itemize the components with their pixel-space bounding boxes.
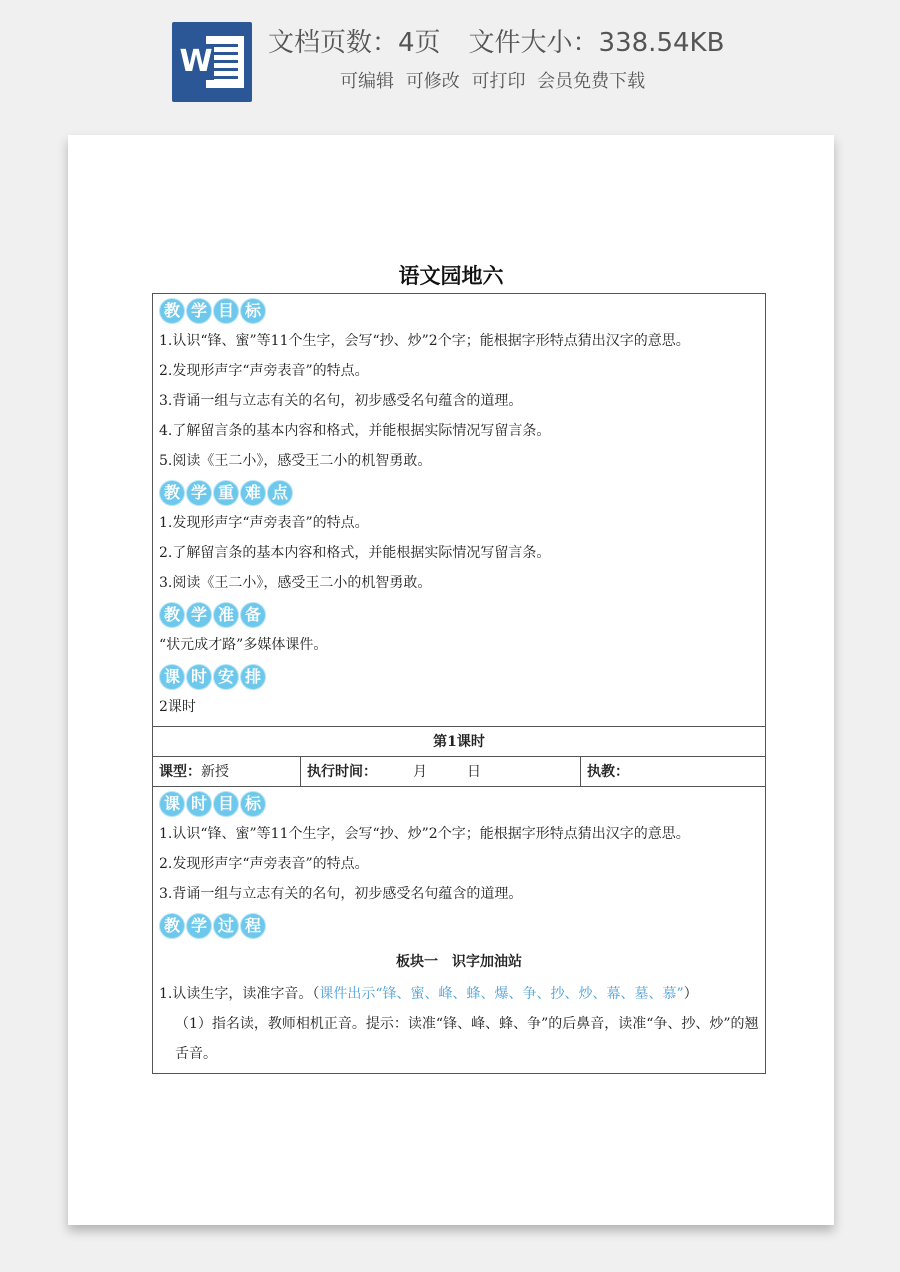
page-count: 文档页数：4页 [268,28,441,58]
document-page [68,135,834,1225]
heading-char: 难 [240,480,266,506]
heading-char: 教 [159,602,185,628]
block-title: 板块一 识字加油站 [396,954,522,970]
heading-char: 时 [186,664,212,690]
teaching-goals-line: 3.背诵一组与立志有关的名句，初步感受名句蕴含的道理。 [159,393,523,409]
heading-char: 学 [186,602,212,628]
key-difficulties-line: 3.阅读《王二小》，感受王二小的机智勇敢。 [159,575,432,591]
teaching-goals-line: 4.了解留言条的基本内容和格式，并能根据实际情况写留言条。 [159,423,551,439]
download-header [0,0,900,120]
lesson-type-cell: 课型：新授 [153,757,301,786]
heading-char: 教 [159,298,185,324]
lesson-plan-table [152,293,766,1074]
heading-char: 程 [240,913,266,939]
overview-section [153,298,765,727]
feature-list: 可编辑 可修改 可打印 会员免费下载 [340,71,646,92]
heading-char: 标 [240,791,266,817]
schedule-line: 2课时 [159,699,196,715]
heading-teaching-process [159,913,759,941]
heading-char: 学 [186,913,212,939]
heading-char: 排 [240,664,266,690]
heading-lesson-goals [159,791,759,819]
lesson-title: 第1课时 [153,727,765,757]
heading-char: 点 [267,480,293,506]
heading-char: 教 [159,913,185,939]
teacher-cell: 执教： [587,764,629,780]
execution-time-cell: 执行时间： 月 日 [301,757,581,786]
lesson-info-row [153,757,765,787]
file-size: 文件大小：338.54KB [468,28,725,58]
heading-teaching-goals [159,298,759,326]
word-document-icon: W [172,22,252,102]
lesson-goal-line: 2.发现形声字“声旁表音”的特点。 [159,856,369,872]
heading-char: 目 [213,791,239,817]
key-difficulties-line: 2.了解留言条的基本内容和格式，并能根据实际情况写留言条。 [159,545,551,561]
heading-char: 标 [240,298,266,324]
lesson-goal-line: 1.认识“锋、蜜”等11个生字，会写“抄、炒”2个字；能根据字形特点猜出汉字的意思。 [159,826,690,842]
teaching-goals-line: 1.认识“锋、蜜”等11个生字，会写“抄、炒”2个字；能根据字形特点猜出汉字的意思。 [159,333,690,349]
heading-char: 学 [186,298,212,324]
heading-char: 安 [213,664,239,690]
heading-char: 时 [186,791,212,817]
heading-preparation [159,602,759,630]
process-item-1: 1.认读生字，读准字音。（课件出示“锋、蜜、峰、蜂、爆、争、抄、炒、幕、墓、慕”） [159,986,698,1002]
heading-char: 重 [213,480,239,506]
file-info [268,22,724,59]
heading-char: 准 [213,602,239,628]
preparation-line: “状元成才路”多媒体课件。 [159,637,328,653]
document-title: 语文园地六 [398,263,504,288]
key-difficulties-line: 1.发现形声字“声旁表音”的特点。 [159,515,369,531]
teaching-goals-line: 5.阅读《王二小》，感受王二小的机智勇敢。 [159,453,432,469]
heading-char: 学 [186,480,212,506]
lesson-content-section [153,791,765,1073]
heading-char: 目 [213,298,239,324]
heading-schedule [159,664,759,692]
heading-char: 过 [213,913,239,939]
process-item-1-sub: （1）指名读，教师相机正音。提示：读准“锋、峰、蜂、争”的后鼻音，读准“争、抄、炒”的翘舌音。 [175,1016,759,1062]
heading-key-difficulties [159,480,759,508]
teaching-goals-line: 2.发现形声字“声旁表音”的特点。 [159,363,369,379]
lesson-goal-line: 3.背诵一组与立志有关的名句，初步感受名句蕴含的道理。 [159,886,523,902]
heading-char: 备 [240,602,266,628]
heading-char: 课 [159,791,185,817]
heading-char: 课 [159,664,185,690]
heading-char: 教 [159,480,185,506]
